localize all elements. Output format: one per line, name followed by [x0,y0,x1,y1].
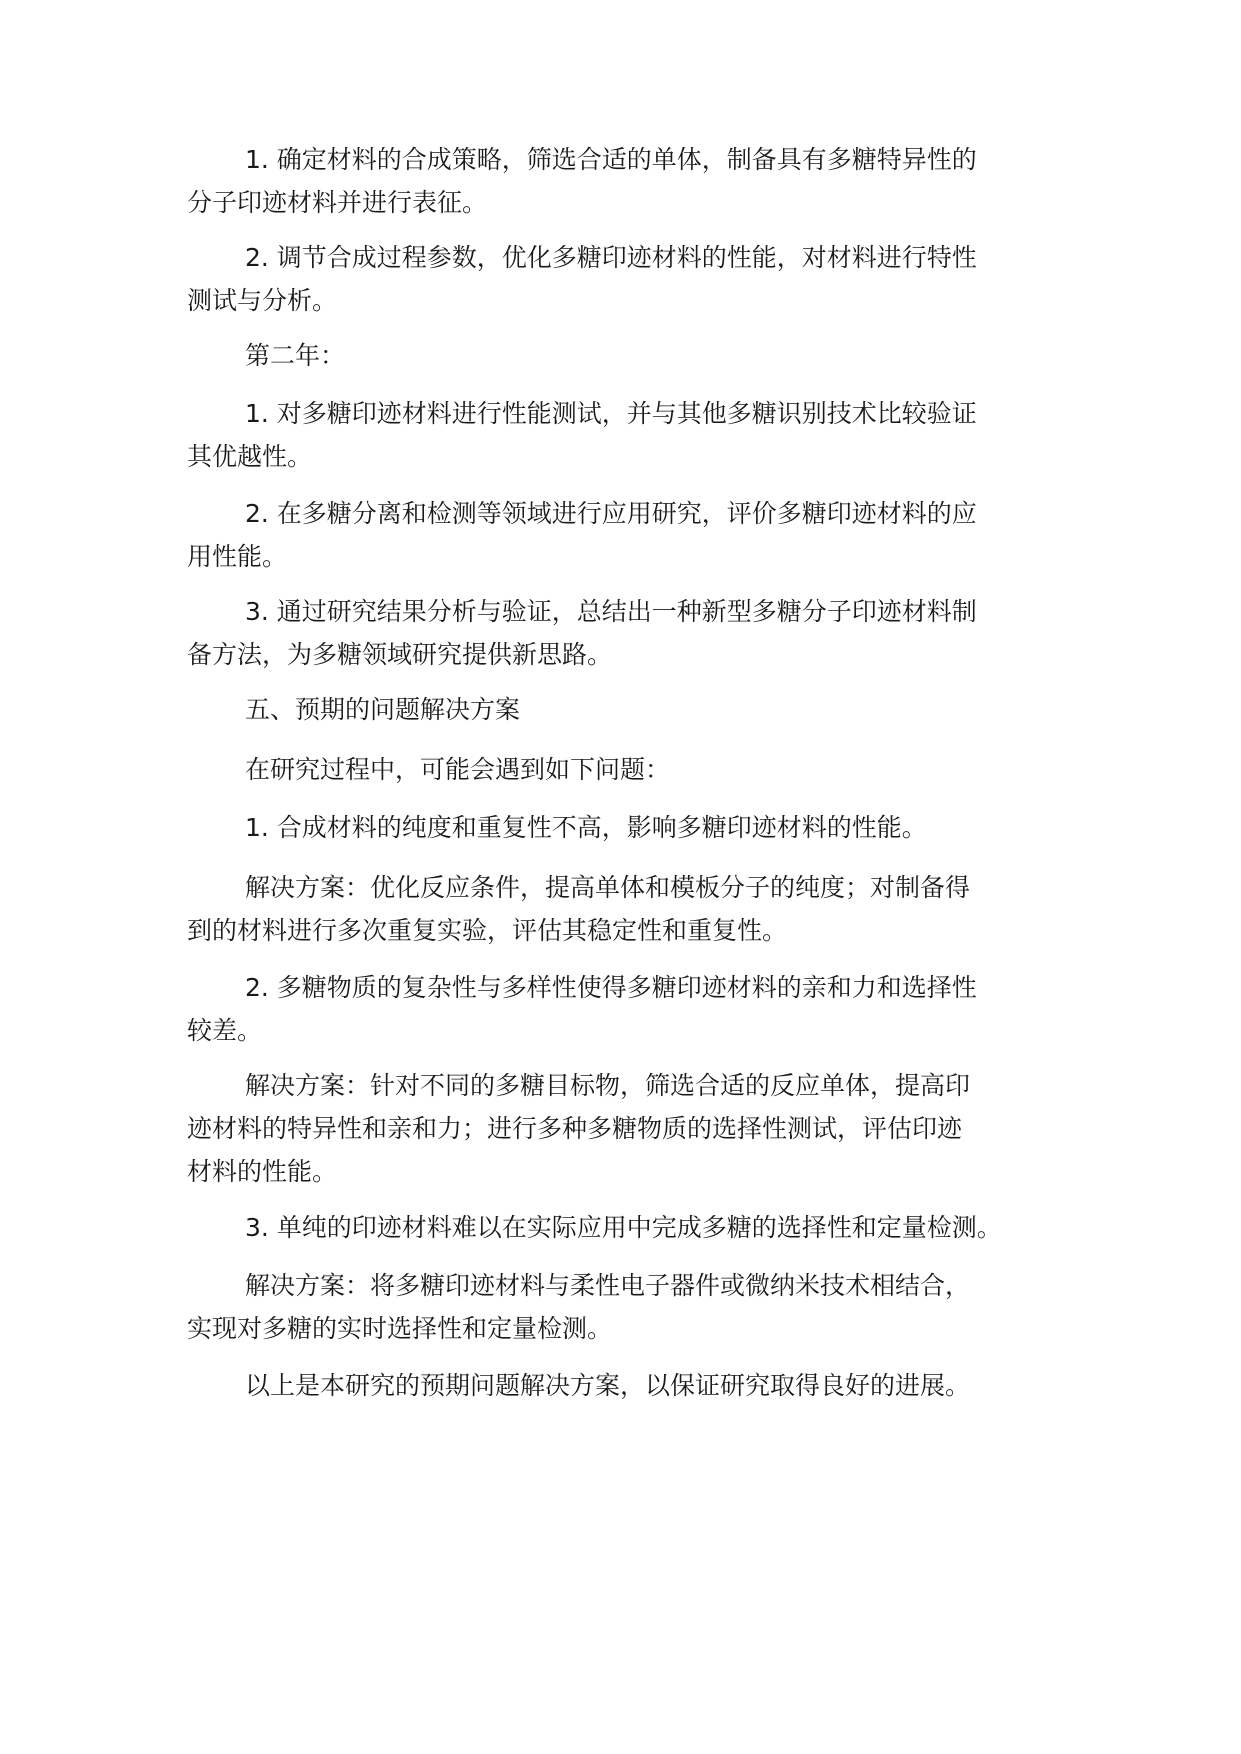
paragraph-solution-3 [187,1264,1067,1350]
section-heading [187,688,1067,731]
text-line: 解决方案：针对不同的多糖目标物，筛选合适的反应单体，提高印 [245,1071,971,1100]
text-line: 五、预期的问题解决方案 [245,695,521,724]
paragraph-plan-2 [187,236,1067,322]
text-line: 2. 在多糖分离和检测等领域进行应用研究，评价多糖印迹材料的应 [245,499,977,528]
text-line: 材料的性能。 [187,1157,338,1186]
text-line: 在研究过程中，可能会遇到如下问题： [245,755,671,784]
text-line: 其优越性。 [187,442,313,471]
paragraph-intro [187,748,1067,791]
paragraph-plan-1 [187,138,1067,224]
text-line: 以上是本研究的预期问题解决方案，以保证研究取得良好的进展。 [245,1371,971,1400]
text-line: 分子印迹材料并进行表征。 [187,188,488,217]
text-line: 用性能。 [187,542,288,571]
text-line: 迹材料的特异性和亲和力；进行多种多糖物质的选择性测试，评估印迹 [187,1114,963,1143]
paragraph-problem-1 [187,806,1067,849]
paragraph-solution-1 [187,866,1067,952]
text-line: 测试与分析。 [187,286,338,315]
text-line: 到的材料进行多次重复实验，评估其稳定性和重复性。 [187,916,788,945]
text-line: 1. 合成材料的纯度和重复性不高，影响多糖印迹材料的性能。 [245,813,927,842]
paragraph-year-two-3 [187,590,1067,676]
text-line: 3. 通过研究结果分析与验证，总结出一种新型多糖分子印迹材料制 [245,597,977,626]
paragraph-year-two-heading [187,334,1067,377]
text-line: 解决方案：优化反应条件，提高单体和模板分子的纯度；对制备得 [245,873,971,902]
text-line: 2. 调节合成过程参数，优化多糖印迹材料的性能，对材料进行特性 [245,243,977,272]
text-line: 较差。 [187,1016,263,1045]
text-line: 1. 确定材料的合成策略，筛选合适的单体，制备具有多糖特异性的 [245,145,977,174]
paragraph-year-two-1 [187,392,1067,478]
text-line: 备方法，为多糖领域研究提供新思路。 [187,640,613,669]
paragraph-problem-2 [187,966,1067,1052]
text-line: 实现对多糖的实时选择性和定量检测。 [187,1314,613,1343]
text-line: 3. 单纯的印迹材料难以在实际应用中完成多糖的选择性和定量检测。 [245,1213,1002,1242]
text-line: 第二年： [245,341,346,370]
text-line: 1. 对多糖印迹材料进行性能测试，并与其他多糖识别技术比较验证 [245,399,977,428]
paragraph-solution-2 [187,1064,1067,1193]
paragraph-problem-3 [187,1206,1067,1249]
paragraph-year-two-2 [187,492,1067,578]
paragraph-conclusion [187,1364,1067,1407]
text-line: 解决方案：将多糖印迹材料与柔性电子器件或微纳米技术相结合， [245,1271,971,1300]
text-line: 2. 多糖物质的复杂性与多样性使得多糖印迹材料的亲和力和选择性 [245,973,977,1002]
